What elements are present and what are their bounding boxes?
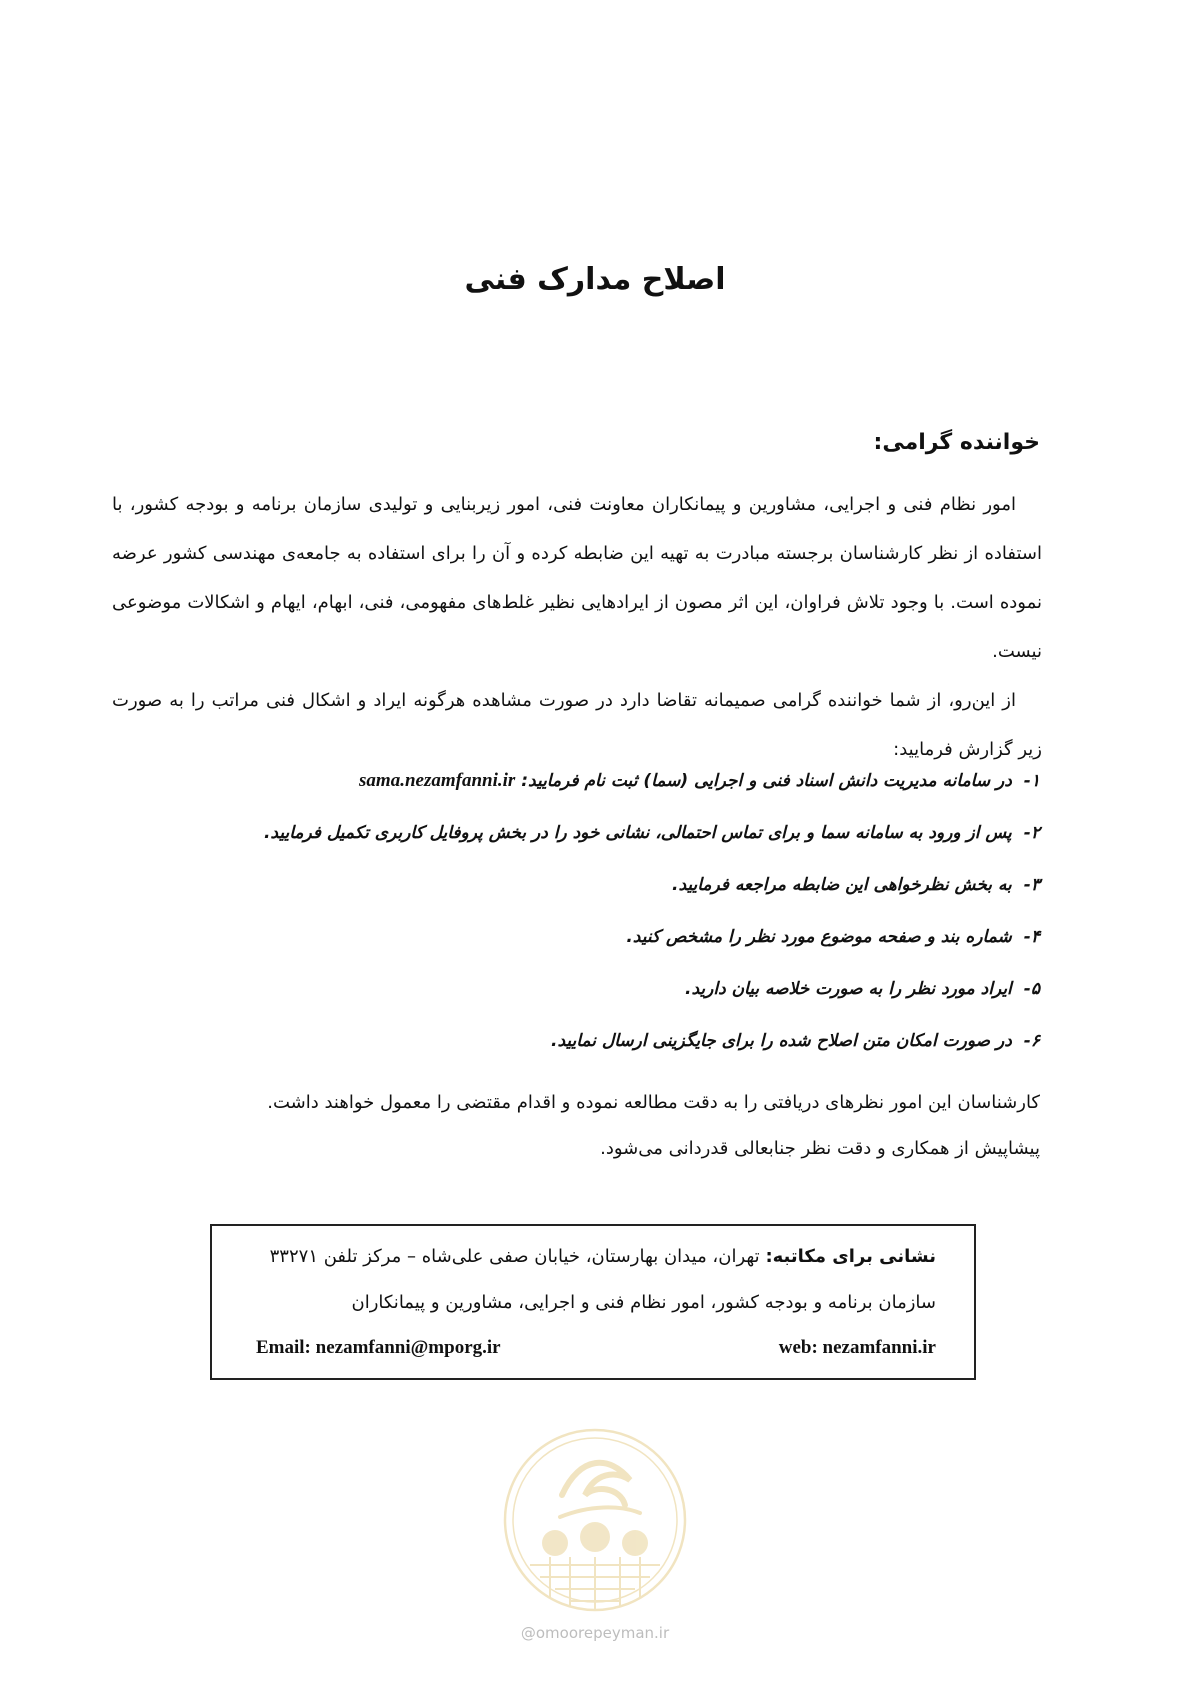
step-item (110, 807, 1040, 859)
contact-organization: سازمان برنامه و بودجه کشور، امور نظام فنی و اجرایی، مشاورین و پیمانکاران (351, 1292, 936, 1313)
step-item (110, 963, 1040, 1015)
closing-line: کارشناسان این امور نظرهای دریافتی را به دقت مطالعه نموده و اقدام مقتضی را معمول خواهند داشت. (267, 1092, 1040, 1113)
greeting-heading: خواننده گرامی: (873, 430, 1040, 455)
step-number: ۵- (1023, 979, 1040, 999)
watermark-caption: @omoorepeyman.ir (520, 1624, 670, 1642)
step-item (110, 755, 1040, 807)
step-number: ۱- (1023, 771, 1040, 791)
contact-email: Email: nezamfanni@mporg.ir (256, 1337, 501, 1358)
watermark-logo-icon (500, 1425, 690, 1615)
step-item (110, 911, 1040, 963)
closing-text (210, 1080, 1040, 1172)
step-item (110, 1015, 1040, 1067)
contact-web: web: nezamfanni.ir (778, 1337, 936, 1358)
step-text: پس از ورود به سامانه سما و برای تماس احتمالی، نشانی خود را در بخش پروفایل کاربری تکمیل فرمایید. (263, 823, 1012, 843)
step-text: شماره بند و صفحه موضوع مورد نظر را مشخص کنید. (626, 927, 1012, 947)
step-number: ۳- (1023, 875, 1040, 895)
step-number: ۲- (1023, 823, 1040, 843)
step-text: ایراد مورد نظر را به صورت خلاصه بیان دارید. (685, 979, 1012, 999)
sama-website: sama.nezamfanni.ir (359, 770, 516, 791)
page-title: اصلاح مدارک فنی (464, 262, 726, 297)
address-text: تهران، میدان بهارستان، خیابان صفی علی‌شاه – مرکز تلفن ۳۳۲۷۱ (269, 1246, 760, 1267)
steps-list (110, 755, 1040, 1067)
step-number: ۴- (1023, 927, 1040, 947)
step-number: ۶- (1023, 1031, 1040, 1051)
step-item (110, 859, 1040, 911)
step-text: به بخش نظرخواهی این ضابطه مراجعه فرمایید. (671, 875, 1012, 895)
intro-paragraph: امور نظام فنی و اجرایی، مشاورین و پیمانکاران معاونت فنی، امور زیربنایی و تولیدی سازمان برنامه و بودجه کشور، با استفاده از نظر کارشناسان برجسته مبادرت به تهیه این ضابطه کرده و آن را برای استفاده به جامعه‌ی مهندسی کشور عرضه نموده است. با وجود تلاش فراوان، این اثر مصون از ایرادهایی نظیر غلط‌های مفهومی، فنی، ابهام، ایهام و اشکالات موضوعی نیست. (112, 494, 1042, 662)
contact-address (270, 1246, 936, 1267)
step-text: در سامانه مدیریت دانش اسناد فنی و اجرایی (سما) ثبت نام فرمایید: (521, 771, 1012, 791)
intro-paragraph: از این‌رو، از شما خواننده گرامی صمیمانه تقاضا دارد در صورت مشاهده هرگونه ایراد و اشکال فنی مراتب را به صورت زیر گزارش فرمایید: (112, 690, 1042, 760)
closing-line: پیشاپیش از همکاری و دقت نظر جنابعالی قدردانی می‌شود. (600, 1138, 1040, 1159)
contact-box (210, 1224, 976, 1380)
address-label: نشانی برای مکاتبه: (765, 1246, 936, 1267)
step-text: در صورت امکان متن اصلاح شده را برای جایگزینی ارسال نمایید. (551, 1031, 1012, 1051)
intro-text (112, 480, 1042, 774)
